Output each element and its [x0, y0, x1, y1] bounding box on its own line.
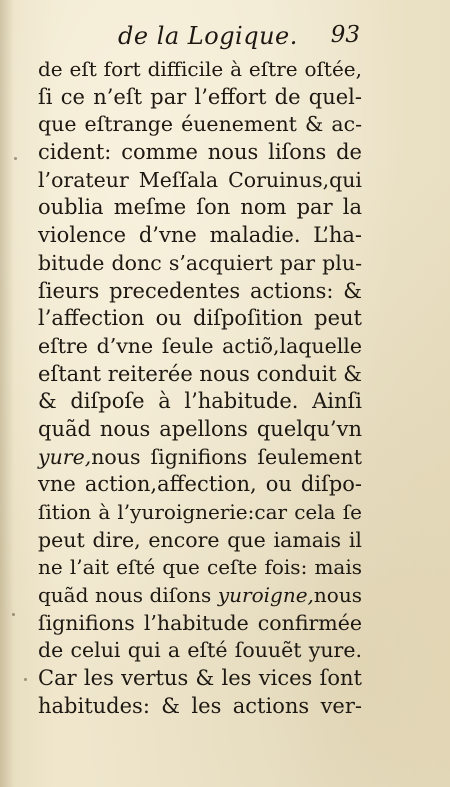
text-span: & diſpoſe à l’habitude. Ainſi: [38, 389, 362, 414]
text-line: [38, 637, 362, 665]
running-title: de la Logique.: [118, 22, 298, 50]
paper-speck: [14, 157, 17, 160]
text-span: eſtant reiterée nous conduit &: [38, 361, 362, 386]
text-line: [38, 167, 362, 195]
text-span: que eſtrange éuenement & ac-: [38, 112, 362, 137]
text-line: [38, 665, 362, 693]
text-line: [38, 250, 362, 278]
text-span: nous ſignifions ſeulement: [91, 444, 362, 469]
text-line: [38, 527, 362, 555]
italic-text-span: yuroigne,: [217, 583, 314, 608]
paper-speck: [24, 678, 27, 681]
text-span: de eſt fort difficile à eſtre oſtée,: [38, 57, 362, 81]
page-number: 93: [330, 22, 360, 48]
text-span: vne action,affection, ou diſpo-: [38, 472, 362, 497]
text-line: [38, 305, 362, 333]
text-span: ſi ce n’eſt par l’effort de quel-: [38, 84, 362, 109]
page-header: [0, 20, 450, 50]
text-line: [38, 610, 362, 638]
body-text: [38, 56, 362, 721]
text-span: ſignifions l’habitude confirmée: [38, 610, 362, 635]
paper-speck: [12, 613, 15, 616]
text-line: [38, 84, 362, 112]
text-line: [38, 278, 362, 306]
text-line: [38, 499, 362, 527]
text-span: ſition à l’yuroignerie:car cela ſe: [38, 500, 362, 524]
text-span: quãd nous diſons: [38, 583, 218, 608]
text-line: [38, 388, 362, 416]
text-span: de celui qui a eſté ſouuẽt yure.: [38, 638, 362, 663]
text-span: eſtre d’vne ſeule actiõ,laquelle: [38, 333, 362, 358]
text-line: [38, 693, 362, 721]
text-span: oublia meſme ſon nom par la: [38, 195, 362, 220]
text-line: [38, 416, 362, 444]
text-span: Car les vertus & les vices ſont: [38, 666, 362, 691]
text-line: [38, 56, 362, 84]
text-span: nous: [313, 583, 362, 608]
text-span: l’orateur Meſſala Coruinus,qui: [38, 167, 362, 192]
text-span: ne l’ait eſté que ceſte fois: mais: [38, 555, 362, 580]
text-span: cident: comme nous liſons de: [38, 140, 362, 165]
text-span: habitudes: & les actions ver-: [38, 693, 362, 718]
text-line: [38, 471, 362, 499]
text-line: [38, 111, 362, 139]
text-line: [38, 333, 362, 361]
text-span: l’affection ou diſpoſition peut: [38, 306, 362, 331]
text-span: peut dire, encore que iamais il: [38, 527, 362, 552]
text-line: [38, 222, 362, 250]
gutter-shadow: [0, 0, 14, 787]
text-line: [38, 582, 362, 610]
text-span: bitude donc s’acquiert par plu-: [38, 250, 362, 275]
text-line: [38, 139, 362, 167]
text-line: [38, 554, 362, 582]
italic-text-span: yure,: [38, 444, 92, 469]
text-span: ſieurs precedentes actions: &: [38, 278, 362, 303]
text-line: [38, 361, 362, 389]
text-span: violence d’vne maladie. L’ha-: [38, 223, 362, 248]
text-line: [38, 444, 362, 472]
text-span: quãd nous apellons quelqu’vn: [38, 416, 362, 441]
text-line: [38, 194, 362, 222]
